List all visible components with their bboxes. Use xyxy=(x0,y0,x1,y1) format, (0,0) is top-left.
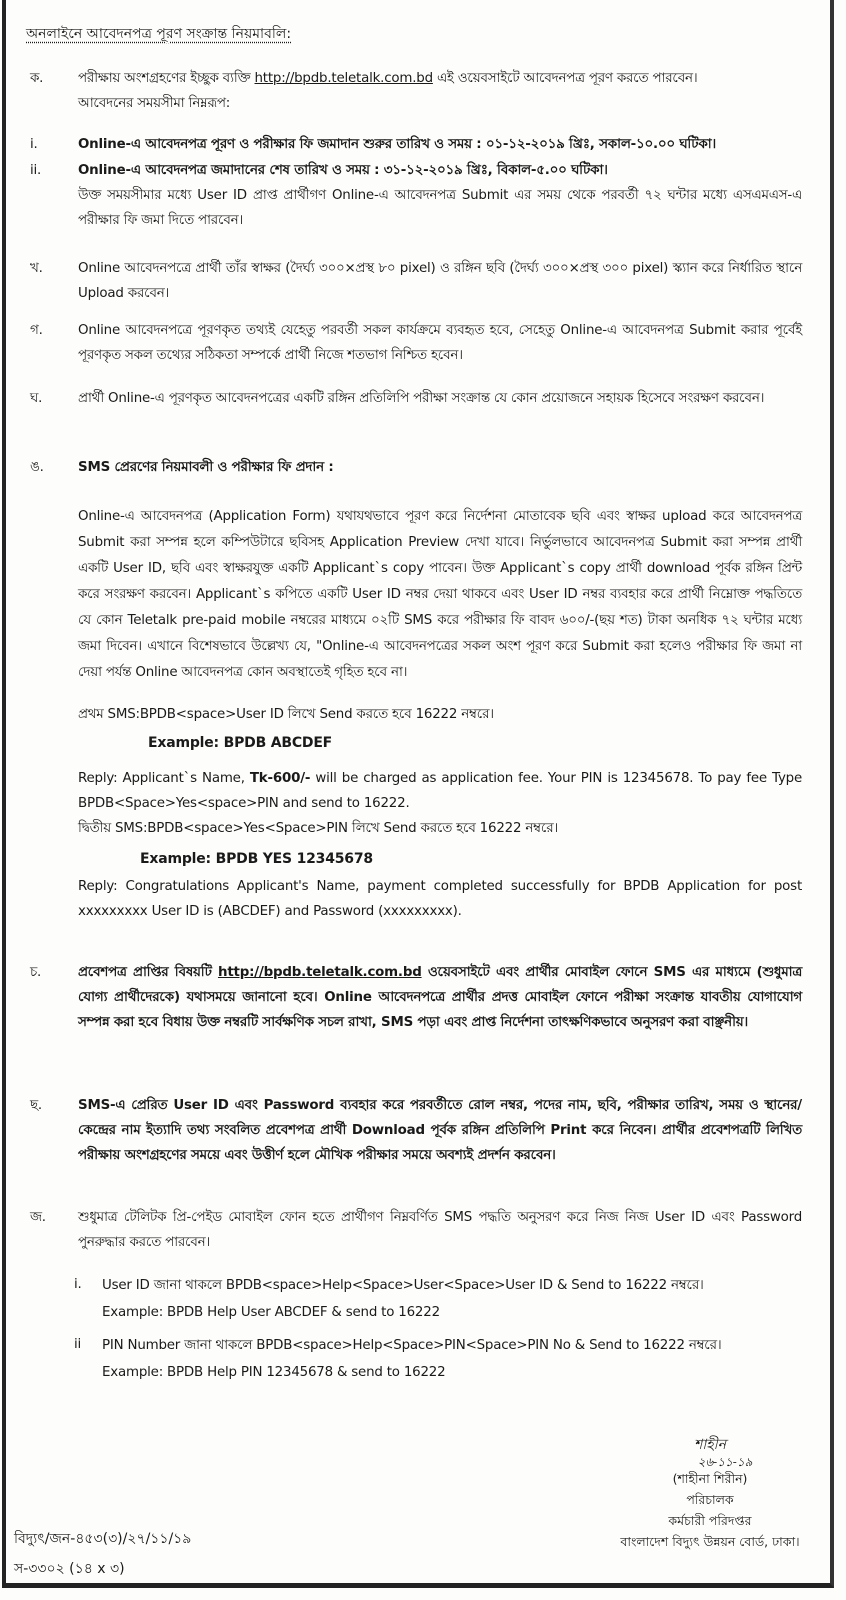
item-label: i. xyxy=(30,137,38,152)
reply1 xyxy=(78,766,802,816)
signatory-org: বাংলাদেশ বিদ্যুৎ উন্নয়ন বোর্ড, ঢাকা। xyxy=(620,1534,800,1549)
item-label: ii. xyxy=(30,163,42,178)
section-chha-text: SMS-এ প্রেরিত User ID এবং Password ব্যবহার করে পরবর্তীতে রোল নম্বর, পদের নাম, ছবি, পরীক্ষার তারিখ, সময় ও স্থানের/কেন্দ্রের নাম ইত্যাদি তথ্য সংবলিত প্রবেশপত্র প্রার্থী Download পূর্বক রঙ্গিন প্রতিলিপি Print করে নিবেন। প্রার্থীর প্রবেশপত্রটি লিখিত পরীক্ষায় অংশগ্রহণের সময়ে এবং উত্তীর্ণ হলে মৌখিক পরীক্ষার সময়ে অবশ্যই প্রদর্শন করবেন। xyxy=(78,1098,802,1163)
ja-item-pin xyxy=(102,1332,802,1386)
section-label-ka: ক. xyxy=(30,71,44,86)
section-ka-pre: পরীক্ষায় অংশগ্রহণের ইচ্ছুক ব্যক্তি xyxy=(78,71,255,86)
ja-item-userid xyxy=(102,1272,802,1326)
section-ka-note: উক্ত সময়সীমার মধ্যে User ID প্রাপ্ত প্রার্থীগণ Online-এ আবেদনপত্র Submit এর সময় থেকে পরবর্তী ৭২ ঘন্টার মধ্যে এসএমএস-এ পরীক্ষার ফি জমা দিতে পারবেন। xyxy=(78,188,802,228)
section-ka-post: এই ওয়েবসাইটে আবেদনপত্র পূরণ করতে পারবেন। xyxy=(432,71,698,86)
ja-item-pin-example: Example: BPDB Help PIN 12345678 & send to 16222 xyxy=(102,1365,446,1380)
section-label-gha: ঘ. xyxy=(30,391,43,406)
sms-heading: SMS প্রেরণের নিয়মাবলী ও পরীক্ষার ফি প্রদান : xyxy=(78,460,334,475)
section-cha-post: ওয়েবসাইটে এবং প্রার্থীর মোবাইল ফোনে SMS এর মাধ্যমে (শুধুমাত্র যোগ্য প্রার্থীদেরকে) যথাসময়ে জানানো হবে। Online আবেদনপত্রে প্রার্থীর প্রদত্ত মোবাইল ফোনে পরীক্ষা সংক্রান্ত যাবতীয় যোগাযোগ সম্পন্ন করা হবে বিধায় উক্ত নম্বরটি সার্বক্ষণিক সচল রাখা, SMS পড়া এবং প্রাপ্ত নির্দেশনা তাৎক্ষণিকভাবে অনুসরণ করা বাঞ্ছনীয়। xyxy=(78,965,802,1030)
section-label-cha: চ. xyxy=(30,965,42,980)
section-ja-text: শুধুমাত্র টেলিটক প্রি-পেইড মোবাইল ফোন হতে প্রার্থীগণ নিম্নবর্ণিত SMS পদ্ধতি অনুসরণ করে নিজ নিজ User ID এবং Password পুনরুদ্ধার করতে পারবেন। xyxy=(78,1210,802,1250)
signatory-office: কর্মচারী পরিদপ্তর xyxy=(668,1513,752,1528)
sms2-instruction: দ্বিতীয় SMS:BPDB<space>Yes<Space>PIN লিখে Send করতে হবে 16222 নম্বরে। xyxy=(78,821,558,836)
ja-item-userid-example: Example: BPDB Help User ABCDEF & send to 16222 xyxy=(102,1305,440,1320)
print-code: স-৩৩০২ (১৪ x ৩) xyxy=(14,1561,125,1577)
section-gha-text: প্রার্থী Online-এ পূরণকৃত আবেদনপত্রের একটি রঙ্গিন প্রতিলিপি পরীক্ষা সংক্রান্ত যে কোন প্রয়োজনে সহায়ক হিসেবে সংরক্ষণ করবেন। xyxy=(78,391,765,406)
section-ka-text xyxy=(78,66,802,116)
sms-paragraph: Online-এ আবেদনপত্র (Application Form) যথাযথভাবে পূরণ করে নির্দেশনা মোতাবেক ছবি এবং স্বাক্ষর upload করে আবেদনপত্র Submit করা সম্পন্ন হলে কম্পিউটারে ছবিসহ Application Preview দেখা যাবে। নির্ভুলভাবে আবেদনপত্র Submit করা সম্পন্ন প্রার্থী একটি User ID, ছবি এবং স্বাক্ষরযুক্ত একটি Applicant`s copy পাবেন। উক্ত Applicant`s copy প্রার্থী download পূর্বক রঙ্গিন প্রিন্ট করে সংরক্ষণ করবেন। Applicant`s কপিতে একটি User ID নম্বর দেয়া থাকবে এবং User ID নম্বর ব্যবহার করে প্রার্থী নিম্নোক্ত পদ্ধতিতে যে কোন Teletalk pre-paid mobile নম্বরের মাধ্যমে ০২টি SMS করে পরীক্ষার ফি বাবদ ৬০০/-(ছয় শত) টাকা অনধিক ৭২ ঘন্টার মধ্যে জমা দিবেন। এখানে বিশেষভাবে উল্লেখ্য যে, "Online-এ আবেদনপত্রের সকল অংশ পূরণ করে Submit করা হলেও পরীক্ষার ফি জমা না দেয়া পর্যন্ত Online আবেদনপত্র কোন অবস্থাতেই গৃহিত হবে না। xyxy=(78,509,802,680)
reply2: Reply: Congratulations Applicant's Name, payment completed successfully for BPDB Application for post xxxxxxxxx User ID is (ABCDEF) and Password (xxxxxxxxx). xyxy=(78,879,802,919)
section-label-uma: ঙ. xyxy=(30,460,44,475)
section-label-ga: গ. xyxy=(30,323,43,338)
section-label-chha: ছ. xyxy=(30,1098,42,1113)
start-date-item: Online-এ আবেদনপত্র পূরণ ও পরীক্ষার ফি জমাদান শুরুর তারিখ ও সময় : ০১-১২-২০১৯ খ্রিঃ, সকাল-১০.০০ ঘটিকা। xyxy=(78,137,716,152)
end-date-item: Online-এ আবেদনপত্র জমাদানের শেষ তারিখ ও সময় : ৩১-১২-২০১৯ খ্রিঃ, বিকাল-৫.০০ ঘটিকা। xyxy=(78,163,608,178)
sms1-instruction: প্রথম SMS:BPDB<space>User ID লিখে Send করতে হবে 16222 নম্বরে। xyxy=(78,707,494,722)
signature-date: ২৬-১১-১৯ xyxy=(697,1455,753,1469)
example1: Example: BPDB ABCDEF xyxy=(148,735,333,751)
section-label-kha: খ. xyxy=(30,261,43,276)
reply1-pre: Reply: Applicant`s Name, xyxy=(78,771,250,786)
section-kha-text: Online আবেদনপত্রে প্রার্থী তাঁর স্বাক্ষর (দৈর্ঘ্য ৩০০×প্রস্থ ৮০ pixel) ও রঙ্গিন ছবি (দৈর্ঘ্য ৩০০×প্রস্থ ৩০০ pixel) স্ক্যান করে নির্ধারিত স্থানে Upload করবেন। xyxy=(78,261,802,301)
section-ga-text: Online আবেদনপত্রে পূরণকৃত তথ্যই যেহেতু পরবর্তী সকল কার্যক্রমে ব্যবহৃত হবে, সেহেতু Online-এ আবেদনপত্র Submit করার পূর্বেই পূরণকৃত সকল তথ্যের সঠিকতা সম্পর্কে প্রার্থী নিজে শতভাগ নিশ্চিত হবেন। xyxy=(78,323,802,363)
reference-number: বিদ্যুৎ/জন-৪৫৩(৩)/২৭/১১/১৯ xyxy=(14,1531,192,1547)
teletalk-link-2[interactable]: http://bpdb.teletalk.com.bd xyxy=(217,965,422,980)
reply1-fee: Tk-600/- xyxy=(249,771,311,786)
signature-block xyxy=(600,1435,820,1552)
section-label-ja: জ. xyxy=(30,1210,46,1225)
section-cha-pre: প্রবেশপত্র প্রাপ্তির বিষয়টি xyxy=(78,965,218,980)
signatory-name: (শাহীনা শিরীন) xyxy=(672,1471,748,1486)
teletalk-link[interactable]: http://bpdb.teletalk.com.bd xyxy=(254,71,433,86)
page-title: অনলাইনে আবেদনপত্র পূরণ সংক্রান্ত নিয়মাবলি: xyxy=(26,26,292,42)
ja-item-pin-line1: PIN Number জানা থাকলে BPDB<space>Help<Space>PIN<Space>PIN No & Send to 16222 নম্বরে। xyxy=(102,1338,722,1353)
reply1-post: will be charged as application fee. Your PIN is 12345678. To pay fee Type BPDB<Space>Yes<space>PIN and send to 16222. xyxy=(78,771,803,811)
ja-item-userid-line1: User ID জানা থাকলে BPDB<space>Help<Space>User<Space>User ID & Send to 16222 নম্বরে। xyxy=(102,1278,704,1293)
signatory-designation: পরিচালক xyxy=(686,1492,734,1507)
section-ka-line2: আবেদনের সময়সীমা নিম্নরূপ: xyxy=(78,96,231,111)
example2: Example: BPDB YES 12345678 xyxy=(140,851,373,867)
ja-item-label: ii xyxy=(74,1337,82,1352)
ja-item-label: i. xyxy=(74,1277,82,1292)
section-cha-text xyxy=(78,960,802,1035)
signature-scribble: শাহীন xyxy=(693,1437,727,1453)
